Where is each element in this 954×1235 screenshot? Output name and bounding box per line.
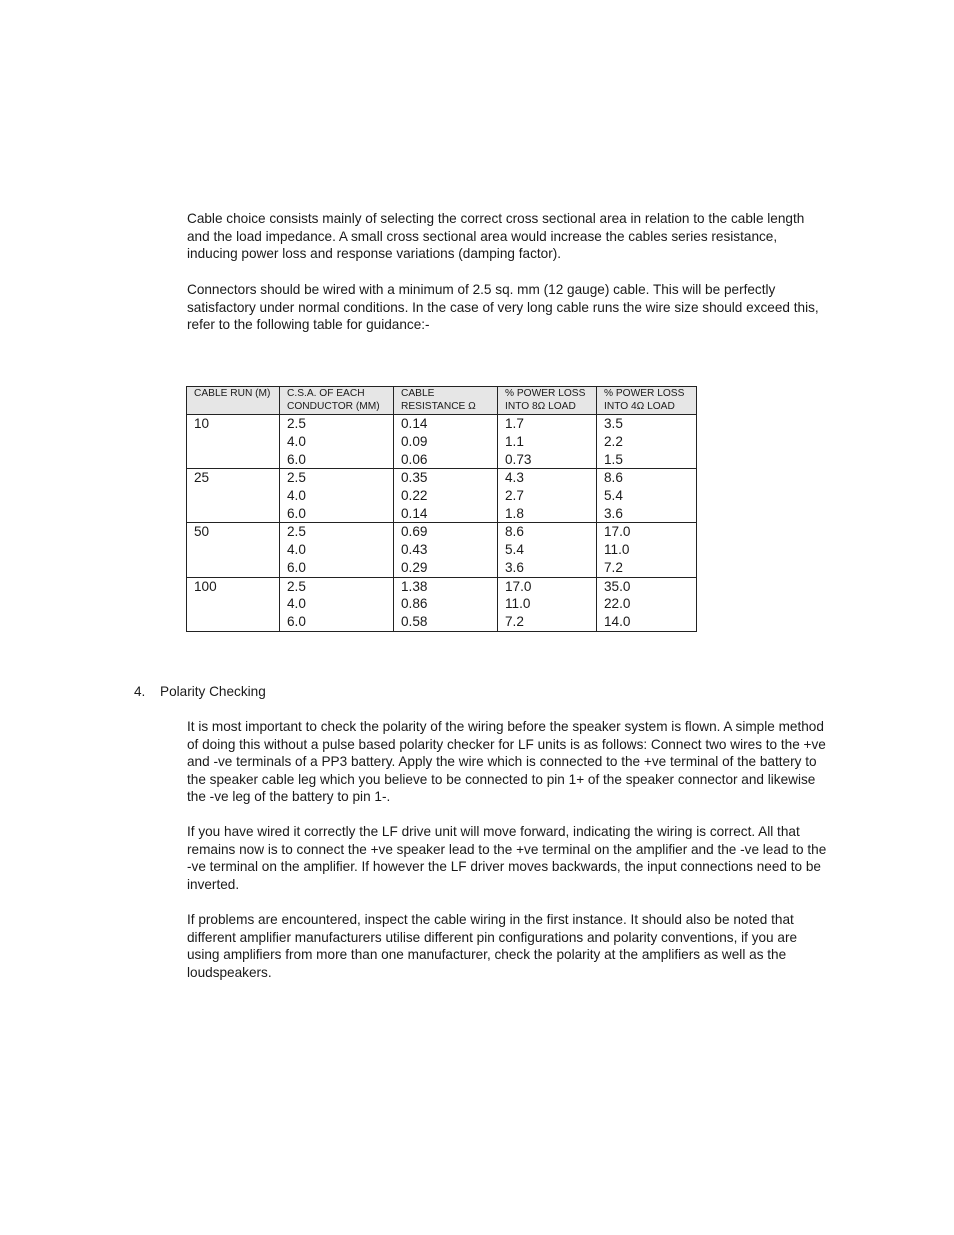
cell-value: 0.29: [401, 559, 428, 575]
header-text-line: INTO 4Ω LOAD: [604, 400, 675, 412]
table-row: [187, 523, 697, 577]
header-text-line: CONDUCTOR (MM): [287, 400, 380, 412]
cell-value: 3.6: [604, 505, 623, 521]
cell-value: 0.14: [401, 505, 428, 521]
cell-value: 1.8: [505, 505, 524, 521]
cell-value: 0.69: [401, 524, 428, 540]
cell-value: 11.0: [505, 596, 531, 612]
header-loss-8ohm: [498, 387, 597, 415]
cell-loss-4ohm: [597, 415, 697, 469]
cell-loss-4ohm: [597, 577, 697, 631]
cell-value: 17.0: [505, 578, 532, 594]
cell-cable-run: [187, 577, 280, 631]
cell-resistance: [394, 469, 498, 523]
cell-value: 5.4: [505, 542, 524, 558]
polarity-paragraph-result: If you have wired it correctly the LF drive unit will move forward, indicating the wiring is correct. All that remains now is to connect the +ve speaker lead to the +ve terminal on the amplifier and the -ve lead to the -ve terminal on the amplifier. If however the LF driver moves backwards, the input connections need to be inverted.: [187, 824, 827, 892]
cell-csa: [280, 415, 394, 469]
cell-value: 2.7: [505, 488, 524, 503]
cell-value: 6.0: [287, 505, 306, 521]
header-csa: [280, 387, 394, 415]
cell-value: 11.0: [604, 542, 630, 558]
cell-value: 14.0: [604, 613, 631, 629]
cell-value: 0.86: [401, 596, 428, 612]
cell-loss-4ohm: [597, 523, 697, 577]
header-cable-run: [187, 387, 280, 415]
cell-value: 6.0: [287, 613, 306, 629]
cell-value: 0.06: [401, 451, 428, 467]
cell-value: 6.0: [287, 559, 306, 575]
cell-value: 0.22: [401, 488, 428, 503]
cell-csa: [280, 469, 394, 523]
cell-resistance: [394, 523, 498, 577]
cell-value: 2.5: [287, 470, 306, 486]
cell-value: 0.35: [401, 470, 428, 486]
cell-value: 100: [194, 578, 217, 594]
cell-loss-8ohm: [498, 523, 597, 577]
header-text-line: CABLE: [401, 388, 435, 399]
intro-paragraph-cable-choice: Cable choice consists mainly of selecting the correct cross sectional area in relation to the cable length and the load impedance. A small cross sectional area would increase the cables series resistance, inducing power loss and response variations (damping factor).: [187, 211, 805, 262]
cell-value: 5.4: [604, 488, 623, 503]
header-text-line: % POWER LOSS: [604, 388, 685, 399]
cell-value: 7.2: [505, 613, 524, 629]
cell-value: 25: [194, 470, 210, 486]
table-body: [187, 415, 697, 631]
section-title: Polarity Checking: [160, 684, 266, 699]
header-text-line: % POWER LOSS: [505, 388, 586, 399]
cell-value: 0.58: [401, 613, 428, 629]
cell-value: 1.5: [604, 451, 623, 467]
cell-cable-run: [187, 523, 280, 577]
cell-value: 7.2: [604, 559, 623, 575]
header-text-line: INTO 8Ω LOAD: [505, 400, 576, 412]
cell-value: 4.0: [287, 542, 306, 558]
cable-guidance-table: [186, 386, 697, 632]
cell-resistance: [394, 415, 498, 469]
header-resistance: [394, 387, 498, 415]
cell-cable-run: [187, 469, 280, 523]
cell-value: 8.6: [604, 470, 623, 486]
cell-loss-4ohm: [597, 469, 697, 523]
cell-value: 10: [194, 416, 210, 432]
cell-csa: [280, 577, 394, 631]
cell-loss-8ohm: [498, 577, 597, 631]
cell-value: 3.6: [505, 559, 524, 575]
cell-value: 2.5: [287, 578, 306, 594]
cell-value: 2.5: [287, 524, 306, 540]
cell-value: 0.14: [401, 416, 428, 432]
section-heading-polarity: [134, 683, 266, 701]
cell-value: 50: [194, 524, 210, 540]
cell-value: 35.0: [604, 578, 631, 594]
cell-resistance: [394, 577, 498, 631]
cell-value: 4.0: [287, 596, 306, 612]
header-text-line: RESISTANCE Ω: [401, 400, 476, 412]
cell-value: 6.0: [287, 451, 306, 467]
cell-csa: [280, 523, 394, 577]
cell-value: 17.0: [604, 524, 631, 540]
cell-value: 1.1: [505, 433, 524, 449]
cell-value: 4.0: [287, 433, 306, 449]
cell-value: 0.43: [401, 542, 428, 558]
table-header: [187, 387, 697, 415]
table-header-row: [187, 387, 697, 415]
cell-loss-8ohm: [498, 415, 597, 469]
cell-value: 3.5: [604, 416, 623, 432]
header-loss-4ohm: [597, 387, 697, 415]
cell-cable-run: [187, 415, 280, 469]
cell-value: 8.6: [505, 524, 524, 540]
table-row: [187, 469, 697, 523]
polarity-paragraph-method: It is most important to check the polarity of the wiring before the speaker system is flown. A simple method of doing this without a pulse based polarity checker for LF units is as follows: Connect two wires to the +ve and -ve terminals of a PP3 battery. Apply the wire which is connected to the +ve terminal of the battery to the speaker cable leg which you believe to be connected to pin 1+ of the speaker connector and likewise the -ve leg of the battery to pin 1-.: [187, 719, 826, 805]
intro-paragraph-connectors: Connectors should be wired with a minimum of 2.5 sq. mm (12 gauge) cable. This will be perfectly satisfactory under normal conditions. In the case of very long cable runs the wire size should exceed this, refer to the following table for guidance:-: [187, 282, 819, 333]
cell-value: 0.09: [401, 433, 428, 449]
header-text-line: CABLE RUN (M): [194, 388, 271, 399]
table-row: [187, 577, 697, 631]
cell-value: 1.7: [505, 416, 524, 432]
cell-loss-8ohm: [498, 469, 597, 523]
cell-value: 2.2: [604, 433, 623, 449]
cell-value: 22.0: [604, 596, 631, 612]
cell-value: 4.0: [287, 488, 306, 503]
cell-value: 1.38: [401, 578, 428, 594]
header-text-line: C.S.A. OF EACH: [287, 388, 365, 399]
cell-value: 2.5: [287, 416, 306, 432]
polarity-paragraph-problems: If problems are encountered, inspect the cable wiring in the first instance. It should also be noted that different amplifier manufacturers utilise different pin configurations and polarity conventions, if you are using amplifiers from more than one manufacturer, check the polarity at the amplifiers as well as the loudspeakers.: [187, 912, 798, 980]
cell-value: 0.73: [505, 451, 532, 467]
cell-value: 4.3: [505, 470, 524, 486]
table-row: [187, 415, 697, 469]
section-number: 4.: [134, 684, 146, 699]
